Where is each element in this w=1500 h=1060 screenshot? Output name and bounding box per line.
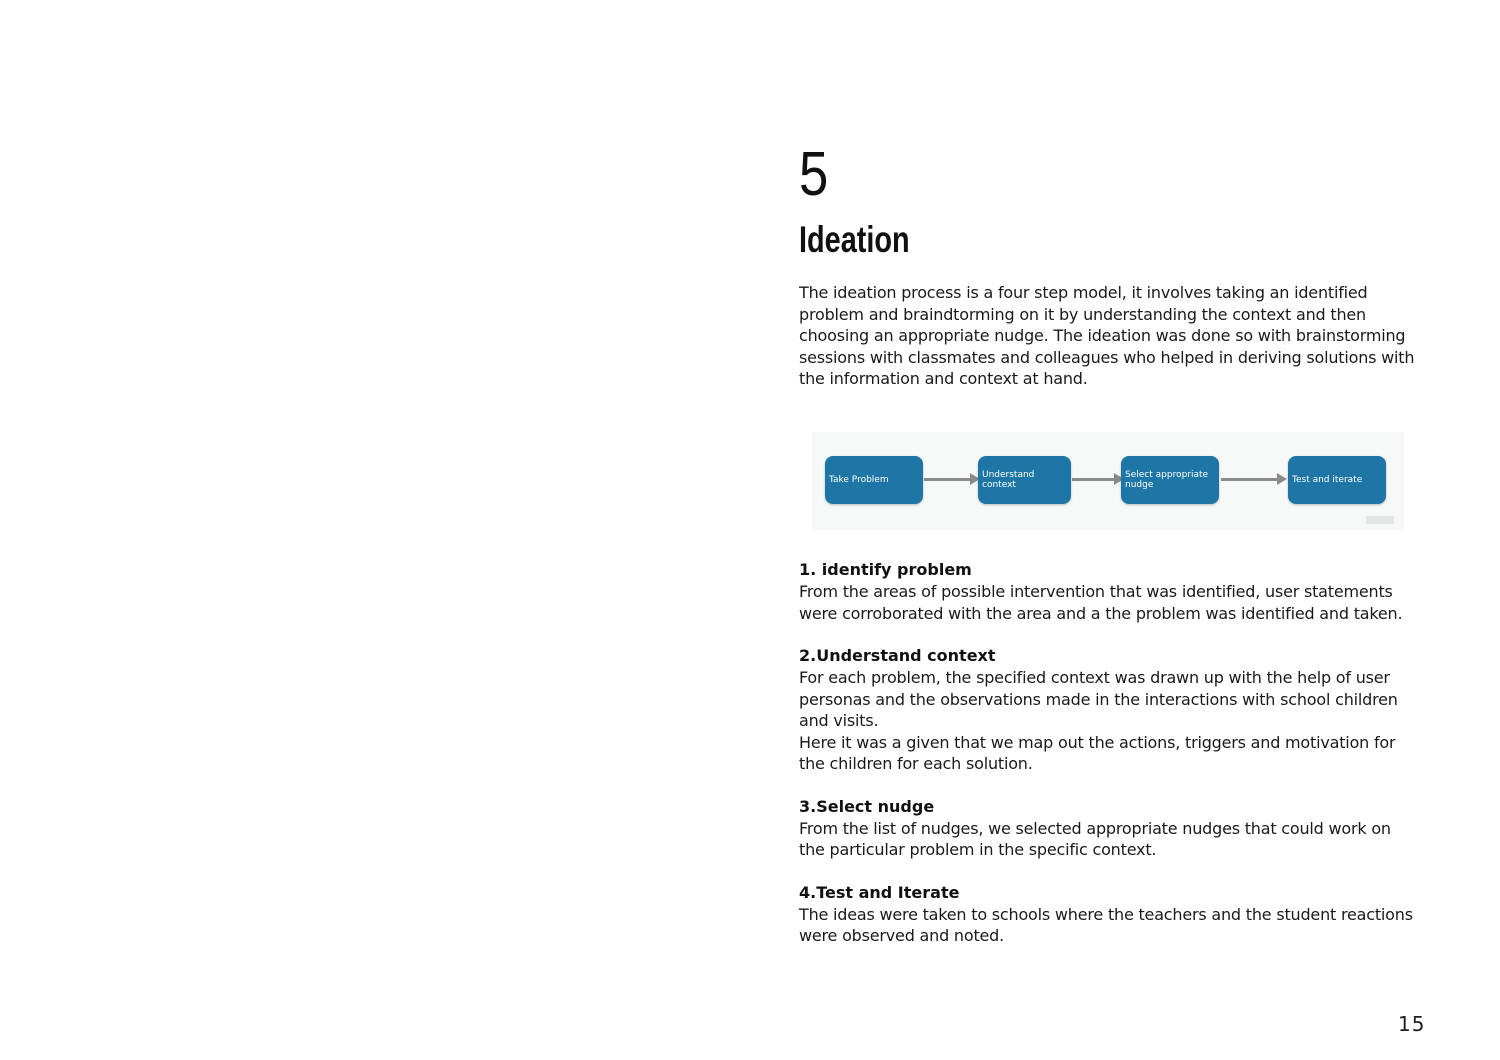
- chapter-title: Ideation: [799, 219, 910, 260]
- arrow-icon: [924, 478, 972, 481]
- section-heading: 4.Test and Iterate: [799, 882, 960, 902]
- section-heading: 2.Understand context: [799, 646, 996, 665]
- step-box-understand-context: [978, 456, 1071, 504]
- section-line: and visits.: [799, 711, 879, 730]
- intro-line: problem and braindtorming on it by understanding the context and then: [799, 304, 1366, 324]
- arrow-icon: [1221, 478, 1279, 481]
- arrow-icon: [1072, 478, 1116, 481]
- section-line: From the areas of possible intervention that was identified, user statements: [799, 582, 1393, 601]
- section-line: were observed and noted.: [799, 926, 1005, 945]
- section-line: personas and the observations made in the interactions with school children: [799, 689, 1398, 709]
- step-box-select-nudge: [1121, 456, 1219, 504]
- section-line: For each problem, the specified context was drawn up with the help of user: [799, 668, 1390, 687]
- intro-line: The ideation process is a four step model, it involves taking an identified: [799, 283, 1368, 302]
- intro-line: the information and context at hand.: [799, 369, 1088, 388]
- step-label: Select appropriate: [1125, 470, 1209, 480]
- ideation-process-diagram: [812, 432, 1404, 530]
- section-line: were corroborated with the area and a the problem was identified and taken.: [799, 603, 1403, 623]
- section-line: From the list of nudges, we selected appropriate nudges that could work on: [799, 818, 1391, 838]
- step-label: Test and iterate: [1292, 475, 1363, 485]
- intro-line: choosing an appropriate nudge. The ideation was done so with brainstorming: [799, 326, 1406, 345]
- intro-paragraph: [799, 282, 1429, 390]
- right-page: [750, 0, 1500, 1060]
- section-identify-problem: [799, 559, 1439, 624]
- intro-line: sessions with classmates and colleagues who helped in deriving solutions with: [799, 347, 1415, 367]
- step-box-test-iterate: [1288, 456, 1386, 504]
- section-line: The ideas were taken to schools where the teachers and the student reactions: [799, 904, 1413, 924]
- page-number: 15: [1398, 1012, 1426, 1036]
- section-select-nudge: [799, 796, 1439, 861]
- section-test-iterate: [799, 882, 1439, 947]
- section-line: Here it was a given that we map out the actions, triggers and motivation for: [799, 732, 1396, 752]
- section-heading: 3.Select nudge: [799, 796, 935, 816]
- step-label: context: [982, 480, 1016, 490]
- section-understand-context: [799, 645, 1439, 775]
- step-label: nudge: [1125, 480, 1154, 490]
- chapter-number: 5: [799, 140, 829, 209]
- section-line: the children for each solution.: [799, 754, 1033, 773]
- step-box-take-problem: [825, 456, 923, 504]
- step-label: Understand: [982, 470, 1035, 480]
- diagram-watermark: [1366, 516, 1394, 524]
- step-label: Take Problem: [829, 475, 889, 485]
- section-heading: 1. identify problem: [799, 560, 972, 579]
- section-line: the particular problem in the specific context.: [799, 840, 1157, 859]
- steps-description: [799, 559, 1439, 968]
